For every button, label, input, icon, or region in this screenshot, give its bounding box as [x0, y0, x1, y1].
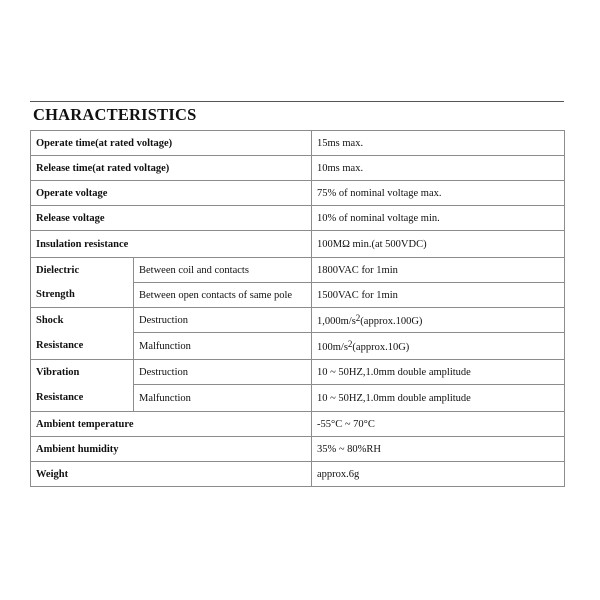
- param-ambient-humidity: Ambient humidity: [31, 437, 312, 462]
- value-dielectric-open-contacts: 1500VAC for 1min: [312, 283, 565, 308]
- param-release-voltage: Release voltage: [31, 206, 312, 231]
- value-shock-destruction-exponent: 2: [355, 313, 361, 323]
- section-title: CHARACTERISTICS: [33, 105, 197, 124]
- table-row: [31, 231, 565, 258]
- sub-vibration-destruction: Destruction: [134, 360, 312, 385]
- sub-dielectric-coil-contacts: Between coil and contacts: [134, 258, 312, 283]
- param-dielectric-line2: Strength: [31, 283, 134, 308]
- table-row: [31, 437, 565, 462]
- table-row: [31, 258, 565, 283]
- value-shock-malfunction-approx: (approx.10G): [352, 342, 410, 353]
- table-row: [31, 131, 565, 156]
- sub-vibration-malfunction: Malfunction: [134, 385, 312, 412]
- param-shock-line2: Resistance: [31, 333, 134, 360]
- table-row: [31, 333, 565, 360]
- table-row: [31, 308, 565, 333]
- sub-shock-destruction: Destruction: [134, 308, 312, 333]
- param-release-time: Release time(at rated voltage): [31, 156, 312, 181]
- param-vibration-line1: Vibration: [31, 360, 134, 385]
- value-insulation-resistance: 100MΩ min.(at 500VDC): [312, 231, 565, 258]
- value-ambient-humidity: 35% ~ 80%RH: [312, 437, 565, 462]
- value-vibration-destruction: 10 ~ 50HZ,1.0mm double amplitude: [312, 360, 565, 385]
- value-vibration-malfunction: 10 ~ 50HZ,1.0mm double amplitude: [312, 385, 565, 412]
- value-release-time: 10ms max.: [312, 156, 565, 181]
- param-ambient-temperature: Ambient temperature: [31, 412, 312, 437]
- value-release-voltage: 10% of nominal voltage min.: [312, 206, 565, 231]
- table-row: [31, 206, 565, 231]
- param-weight: Weight: [31, 462, 312, 487]
- param-vibration-line2: Resistance: [31, 385, 134, 412]
- value-shock-destruction-approx: (approx.100G): [360, 316, 423, 327]
- value-weight: approx.6g: [312, 462, 565, 487]
- param-operate-voltage: Operate voltage: [31, 181, 312, 206]
- top-divider: [30, 101, 564, 102]
- value-shock-malfunction: [312, 333, 565, 360]
- table-row: [31, 283, 565, 308]
- table-row: [31, 385, 565, 412]
- table-row: [31, 181, 565, 206]
- table-row: [31, 412, 565, 437]
- value-shock-destruction-main: 1,000m/s: [317, 316, 356, 327]
- value-shock-malfunction-exponent: 2: [347, 339, 353, 349]
- table-row: [31, 360, 565, 385]
- value-ambient-temperature: -55°C ~ 70°C: [312, 412, 565, 437]
- value-shock-malfunction-main: 100m/s: [317, 342, 348, 353]
- value-operate-time: 15ms max.: [312, 131, 565, 156]
- param-shock-line1: Shock: [31, 308, 134, 333]
- param-insulation-resistance: Insulation resistance: [31, 231, 312, 258]
- characteristics-table: [30, 130, 565, 487]
- value-shock-destruction: [312, 308, 565, 333]
- table-row: [31, 462, 565, 487]
- param-dielectric-line1: Dielectric: [31, 258, 134, 283]
- value-dielectric-coil-contacts: 1800VAC for 1min: [312, 258, 565, 283]
- sub-shock-malfunction: Malfunction: [134, 333, 312, 360]
- param-operate-time: Operate time(at rated voltage): [31, 131, 312, 156]
- sub-dielectric-open-contacts: Between open contacts of same pole: [134, 283, 312, 308]
- value-operate-voltage: 75% of nominal voltage max.: [312, 181, 565, 206]
- table-row: [31, 156, 565, 181]
